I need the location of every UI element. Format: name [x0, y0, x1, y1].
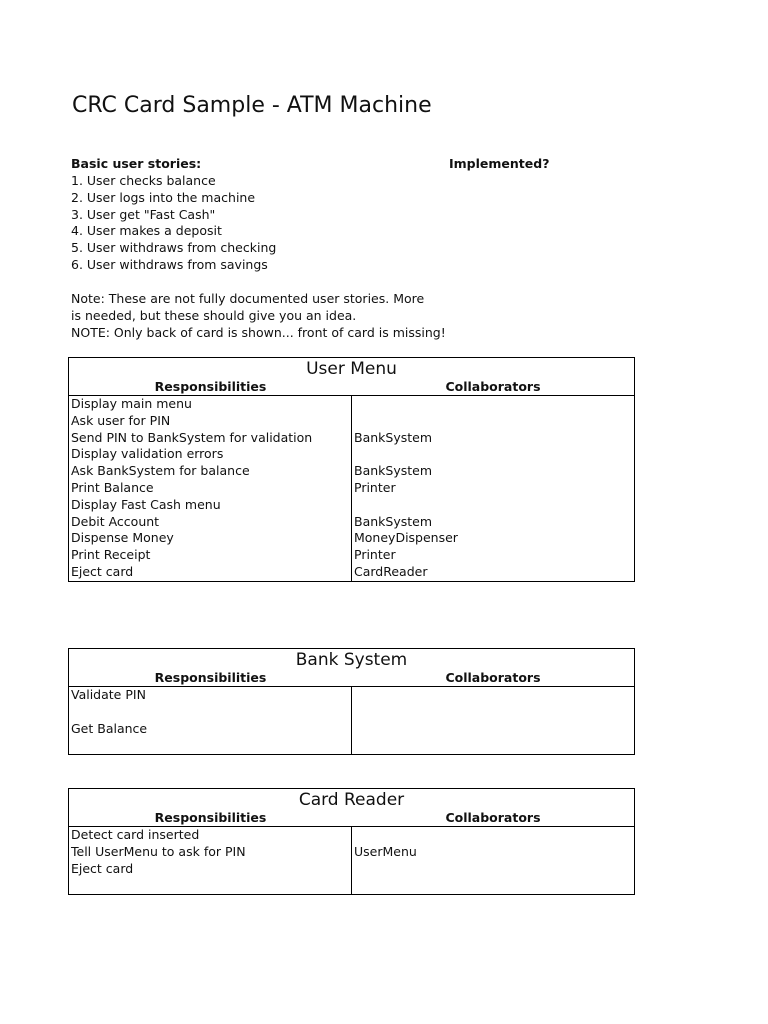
- responsibility: Validate PIN: [71, 687, 146, 702]
- collaborators-column: [352, 687, 634, 754]
- card-body: [69, 396, 634, 581]
- user-story: 5. User withdraws from checking: [71, 240, 277, 256]
- collaborator: [354, 861, 634, 878]
- responsibilities-column: [69, 687, 352, 754]
- responsibility: [71, 877, 351, 894]
- collaborators-header: Collaborators: [445, 670, 541, 685]
- responsibility: Print Balance: [71, 479, 154, 495]
- responsibility: Eject card: [71, 860, 134, 876]
- collaborator: MoneyDispenser: [354, 530, 458, 546]
- collaborators-header: Collaborators: [445, 379, 541, 394]
- collaborator: [354, 877, 634, 894]
- responsibilities-header: Responsibilities: [154, 379, 267, 394]
- card-body: [69, 687, 634, 754]
- responsibility: Tell UserMenu to ask for PIN: [71, 843, 246, 859]
- user-story: 1. User checks balance: [71, 173, 216, 188]
- collaborator: [354, 704, 634, 721]
- collaborator: Printer: [354, 547, 396, 563]
- responsibility: [71, 737, 351, 754]
- note-line: is needed, but these should give you an idea.: [71, 307, 357, 323]
- crc-card-card-reader: [68, 788, 635, 895]
- note-line: Note: These are not fully documented user stories. More: [71, 291, 425, 306]
- user-story: 3. User get "Fast Cash": [71, 206, 216, 222]
- collaborator: UserMenu: [354, 843, 417, 859]
- collaborator: [354, 497, 634, 514]
- collaborator: BankSystem: [354, 513, 433, 529]
- responsibility: Detect card inserted: [71, 827, 200, 842]
- user-story: 6. User withdraws from savings: [71, 256, 268, 272]
- responsibility: Eject card: [71, 563, 134, 579]
- collaborator: CardReader: [354, 563, 428, 579]
- collaborators-header: Collaborators: [445, 810, 541, 825]
- card-header-row: [69, 670, 634, 687]
- card-header-row: [69, 810, 634, 827]
- implemented-header: Implemented?: [449, 156, 550, 171]
- collaborator: [354, 396, 634, 413]
- card-title: User Menu: [306, 359, 397, 379]
- collaborator: [354, 687, 634, 704]
- responsibilities-column: [69, 396, 352, 581]
- card-header-row: [69, 379, 634, 396]
- collaborator: [354, 413, 634, 430]
- card-body: [69, 827, 634, 894]
- collaborator: [354, 446, 634, 463]
- responsibilities-header: Responsibilities: [154, 810, 267, 825]
- collaborator: BankSystem: [354, 429, 433, 445]
- collaborator: BankSystem: [354, 463, 433, 479]
- user-story: 2. User logs into the machine: [71, 189, 256, 205]
- card-title: Bank System: [295, 650, 408, 670]
- responsibilities-column: [69, 827, 352, 894]
- responsibility: Dispense Money: [71, 530, 174, 546]
- card-title: Card Reader: [298, 790, 405, 810]
- responsibility: Ask user for PIN: [71, 412, 171, 428]
- responsibility: Send PIN to BankSystem for validation: [71, 429, 313, 445]
- crc-card-bank-system: [68, 648, 635, 755]
- user-stories-list: [71, 173, 276, 274]
- user-story: 4. User makes a deposit: [71, 223, 222, 239]
- note-line: NOTE: Only back of card is shown... front of card is missing!: [71, 324, 446, 340]
- responsibility: Print Receipt: [71, 547, 151, 563]
- collaborators-column: [352, 396, 634, 581]
- crc-card-user-menu: [68, 357, 635, 582]
- collaborators-column: [352, 827, 634, 894]
- notes: [71, 291, 446, 341]
- page-title: CRC Card Sample - ATM Machine: [72, 93, 432, 118]
- responsibility: Display main menu: [71, 396, 192, 411]
- responsibility: Debit Account: [71, 513, 160, 529]
- collaborator: Printer: [354, 479, 396, 495]
- responsibility: Ask BankSystem for balance: [71, 463, 250, 479]
- responsibility: Display validation errors: [71, 446, 224, 462]
- responsibility: Get Balance: [71, 720, 148, 736]
- stories-header: Basic user stories:: [71, 156, 202, 171]
- responsibility: [71, 704, 351, 721]
- responsibility: Display Fast Cash menu: [71, 496, 221, 512]
- collaborator: [354, 721, 634, 738]
- responsibilities-header: Responsibilities: [154, 670, 267, 685]
- collaborator: [354, 737, 634, 754]
- collaborator: [354, 827, 634, 844]
